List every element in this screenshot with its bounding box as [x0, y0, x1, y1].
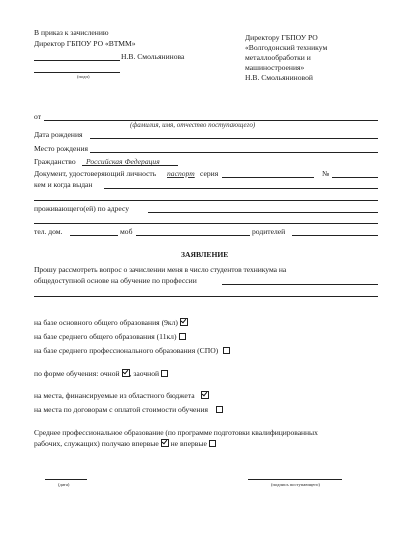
from-label: от [34, 112, 42, 121]
phone-mob-label: моб [120, 227, 133, 236]
citizenship-label: Гражданство [34, 157, 76, 166]
right-header-line2: «Волгодонский техникум [245, 43, 328, 52]
funding-opt1[interactable] [34, 391, 209, 400]
left-header-line2: Директор ГБПОУ РО «ВТММ» [34, 39, 136, 48]
date-caption: (дата) [58, 482, 70, 487]
phone-home-line[interactable] [70, 235, 118, 236]
form-extramural-checkbox[interactable] [161, 370, 168, 377]
form-extramural-label: заочной [133, 369, 160, 378]
left-header-line1: В приказ к зачислению [34, 28, 109, 37]
number-label: № [322, 169, 330, 178]
series-label: серия [200, 169, 219, 178]
education-opt3-label: на базе среднего профессионального образования (СПО) [34, 346, 219, 355]
education-opt3-checkbox[interactable] [223, 347, 230, 354]
citizenship-line[interactable] [82, 165, 178, 166]
date-line[interactable] [45, 479, 87, 480]
spo-line2[interactable] [34, 439, 216, 448]
birth-place-label: Место рождения [34, 144, 89, 153]
spo-first-checkbox[interactable] [161, 439, 169, 447]
education-opt3[interactable] [34, 346, 230, 355]
funding-opt2[interactable] [34, 405, 223, 414]
education-opt2-label: на базе среднего общего образования (11кл) [34, 332, 177, 341]
birth-date-line[interactable] [90, 138, 378, 139]
statement-line2: общедоступной основе на обучение по профессии [34, 276, 197, 285]
left-header-name: Н.В. Смольянинова [121, 52, 185, 61]
form-label: по форме обучения: очной [34, 369, 120, 378]
address-line-2[interactable] [34, 223, 378, 224]
address-line[interactable] [148, 212, 378, 213]
issued-line-2[interactable] [34, 200, 378, 201]
applicant-sign-line[interactable] [248, 479, 342, 480]
education-opt2[interactable] [34, 332, 186, 341]
statement-line1: Прошу рассмотреть вопрос о зачислении меня в число студентов техникума на [34, 265, 287, 274]
education-opt1[interactable] [34, 318, 188, 327]
funding-opt2-checkbox[interactable] [216, 406, 223, 413]
parents-label: родителей [252, 227, 286, 236]
phone-mob-line[interactable] [136, 235, 250, 236]
spo-notfirst-checkbox[interactable] [209, 440, 216, 447]
profession-line-2[interactable] [34, 296, 378, 297]
funding-opt1-checkbox[interactable] [201, 391, 209, 399]
order-date-line [34, 72, 120, 73]
from-caption: (фамилия, имя, отчество поступающего) [130, 121, 256, 129]
education-opt2-checkbox[interactable] [179, 333, 186, 340]
funding-opt2-label: на места по договорам с оплатой стоимости обучения [34, 405, 209, 414]
form-of-study[interactable]: по форме обучения: очной , заочной [34, 369, 168, 378]
education-opt1-label: на базе основного общего образования (9кл) [34, 318, 178, 327]
spo-notfirst-label: не впервые [170, 439, 207, 448]
birth-place-line[interactable] [90, 152, 378, 153]
phone-home-label: тел. дом. [34, 227, 63, 236]
parents-line[interactable] [292, 235, 378, 236]
number-line[interactable] [332, 177, 378, 178]
applicant-caption: (подпись поступающего) [271, 482, 320, 487]
sign-caption: (подп) [77, 74, 90, 79]
series-line[interactable] [222, 177, 314, 178]
document-label: Документ, удостоверяющий личность [34, 169, 157, 178]
birth-date-label: Дата рождения [34, 130, 83, 139]
spo-first-label: рабочих, служащих) получаю впервые [34, 439, 159, 448]
director-sign-line [34, 60, 120, 61]
statement-title: ЗАЯВЛЕНИЕ [181, 250, 229, 259]
issued-line[interactable] [104, 188, 378, 189]
issued-label: кем и когда выдан [34, 180, 93, 189]
profession-line[interactable] [222, 284, 378, 285]
spo-line1: Среднее профессиональное образование (по программе подготовки квалифицированных [34, 428, 318, 437]
citizenship-value: Российская Федерация [86, 157, 160, 166]
funding-opt1-label: на места, финансируемые из областного бюджета [34, 391, 195, 400]
right-header-line4: машиностроения» [245, 63, 305, 72]
form-fulltime-checkbox[interactable] [122, 369, 130, 377]
address-label: проживающего(ей) по адресу [34, 204, 130, 213]
document-value: паспорт [167, 169, 195, 178]
right-header-line5: Н.В. Смольяниновой [245, 73, 313, 82]
right-header-line1: Директору ГБПОУ РО [245, 33, 318, 42]
right-header-line3: металлообработки и [245, 53, 311, 62]
education-opt1-checkbox[interactable] [180, 318, 188, 326]
